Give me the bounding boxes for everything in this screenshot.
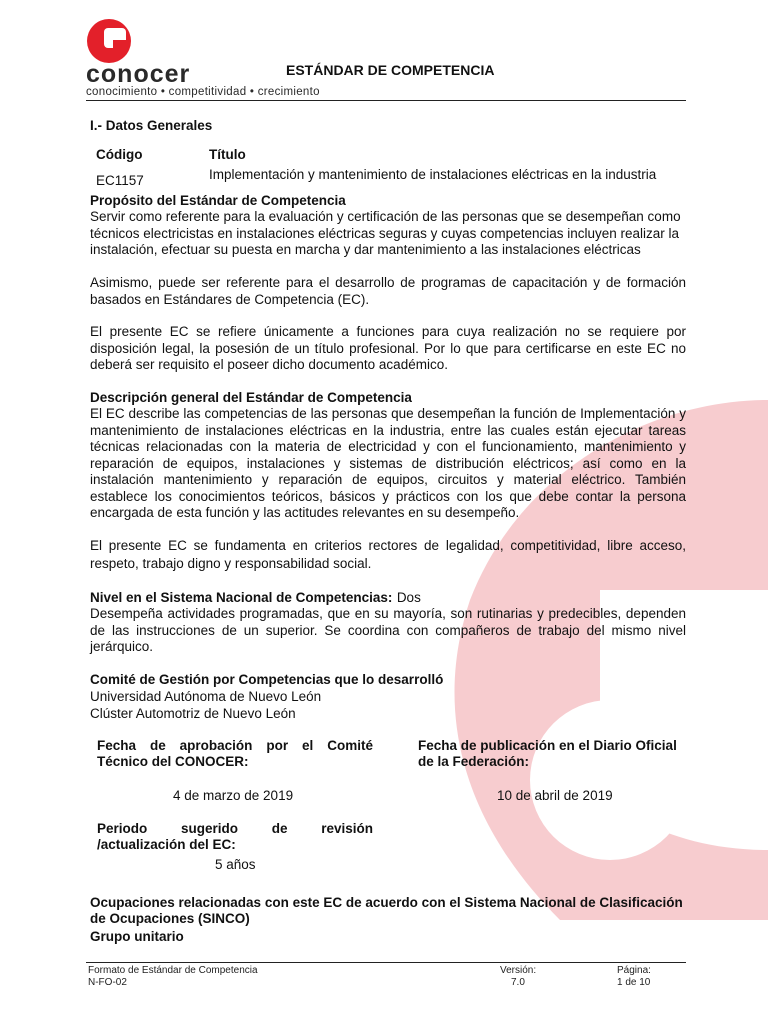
fecha-aprobacion-value: 4 de marzo de 2019 xyxy=(173,788,294,803)
proposito-heading: Propósito del Estándar de Competencia xyxy=(90,193,346,208)
descripcion-paragraph-2: El presente EC se fundamenta en criterios rectores de legalidad, competitividad, libre acceso, respeto, trabajo digno y responsabilidad social. xyxy=(90,538,686,571)
document-title: ESTÁNDAR DE COMPETENCIA xyxy=(286,62,495,78)
proposito-paragraph-1: Servir como referente para la evaluación y certificación de las personas que se desempeñan como técnicos electricistas en instalaciones eléctricas seguras y cuyas competencias incluyen realizar la instalación, efectuar su puesta en marcha y dar mantenimiento a las instalaciones eléctricas xyxy=(90,209,681,257)
logo-wordmark: conocer xyxy=(86,60,191,88)
periodo-revision-value: 5 años xyxy=(215,857,256,872)
footer-version-value: 7.0 xyxy=(511,977,525,988)
footer-pagina-value: 1 de 10 xyxy=(617,977,651,988)
nivel-value: Dos xyxy=(396,590,421,605)
fecha-aprobacion-label: Fecha de aprobación por el Comité Técnico del CONOCER: xyxy=(97,738,373,769)
grupo-unitario-heading: Grupo unitario xyxy=(90,929,184,944)
descripcion-heading: Descripción general del Estándar de Competencia xyxy=(90,390,412,405)
conocer-logo xyxy=(86,18,346,102)
proposito-paragraph-2: Asimismo, puede ser referente para el desarrollo de programas de capacitación y de formación basados en Estándares de Competencia (EC). xyxy=(90,275,686,307)
nivel-heading: Nivel en el Sistema Nacional de Competencias: xyxy=(90,590,393,605)
header-divider xyxy=(86,100,686,101)
logo-tagline: conocimiento • competitividad • crecimiento xyxy=(86,86,320,98)
descripcion-paragraph-1: El EC describe las competencias de las personas que desempeñan la función de Implementación y mantenimiento de instalaciones eléctricas en la industria, entre las cuales están ejecutar tareas técnicas relacionadas con la materia de electricidad y con el funcionamiento, mantenimiento y reparación de equipos, instalaciones y sistemas de distribución eléctricos; así como en la instalación mantenimiento y reparación de equipos, circuitos y material eléctrico. También establece los conocimientos teóricos, básicos y prácticos con los que debe contar la persona encargada de esta función y las actitudes relevantes en su desempeño. xyxy=(90,406,686,520)
section-datos-generales-heading: I.- Datos Generales xyxy=(90,118,213,133)
periodo-revision-label: Periodo sugerido de revisión /actualización del EC: xyxy=(97,821,373,852)
comite-heading: Comité de Gestión por Competencias que lo desarrolló xyxy=(90,672,444,687)
ocupaciones-heading: Ocupaciones relacionadas con este EC de acuerdo con el Sistema Nacional de Clasificación de Ocupaciones (SINCO) xyxy=(90,895,683,926)
titulo-label: Título xyxy=(209,147,246,162)
fecha-publicacion-label: Fecha de publicación en el Diario Oficial de la Federación: xyxy=(418,738,677,769)
footer-pagina-label: Página: xyxy=(617,965,651,976)
nivel-paragraph: Desempeña actividades programadas, que en su mayoría, son rutinarias y predecibles, dependen de las instrucciones de un superior. Se coordina con compañeros de trabajo del mismo nivel jerárquico. xyxy=(90,606,686,654)
footer-formato: Formato de Estándar de Competencia xyxy=(88,965,258,976)
fecha-publicacion-value: 10 de abril de 2019 xyxy=(497,788,613,803)
footer-codigo: N-FO-02 xyxy=(88,977,127,988)
conocer-logo-icon xyxy=(86,18,138,64)
nivel-line xyxy=(90,589,686,607)
comite-line-2: Clúster Automotriz de Nuevo León xyxy=(90,706,296,721)
titulo-value: Implementación y mantenimiento de instalaciones eléctricas en la industria xyxy=(209,167,657,182)
proposito-paragraph-3: El presente EC se refiere únicamente a funciones para cuya realización no se requiere por disposición legal, la posesión de un título profesional. Por lo que para certificarse en este EC no deberá ser requisito el poseer dicho documento académico. xyxy=(90,324,686,372)
codigo-value: EC1157 xyxy=(96,173,144,188)
codigo-label: Código xyxy=(96,147,143,162)
footer-version-label: Versión: xyxy=(500,965,537,976)
comite-line-1: Universidad Autónoma de Nuevo León xyxy=(90,689,322,704)
footer-divider xyxy=(86,962,686,963)
